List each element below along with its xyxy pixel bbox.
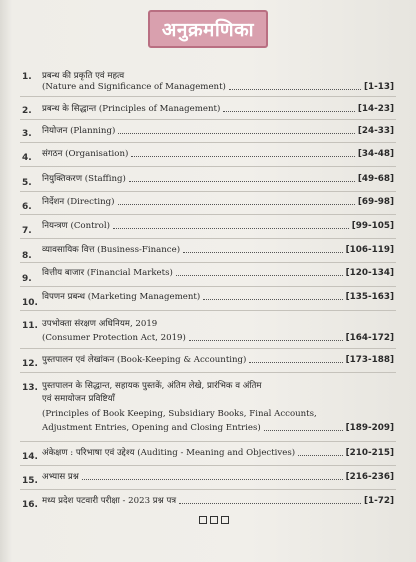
- leader-dots: [189, 340, 343, 341]
- divider: [20, 166, 396, 167]
- leader-dots: [82, 479, 343, 480]
- entry-title-english-1: (Principles of Book Keeping, Subsidiary Books, Final Accounts,: [42, 409, 317, 419]
- entry-number: 14.: [22, 452, 38, 462]
- leader-dots: [249, 362, 342, 363]
- entry-number: 16.: [22, 500, 38, 510]
- entry-page-range: [189-209]: [345, 423, 394, 433]
- entry-title-english-2: Adjustment Entries, Opening and Closing Entries): [42, 423, 261, 433]
- divider: [20, 372, 396, 373]
- leader-dots: [179, 503, 361, 504]
- index-title: अनुक्रमणिका: [148, 10, 268, 48]
- leader-dots: [203, 299, 342, 300]
- square-icon: [221, 516, 229, 524]
- divider: [20, 96, 396, 97]
- divider: [20, 489, 396, 490]
- entry-number: 6.: [22, 202, 32, 212]
- entry-number: 13.: [22, 383, 38, 393]
- entry-title: अभ्यास प्रश्न: [42, 472, 79, 482]
- divider: [20, 214, 396, 215]
- entry-number: 3.: [22, 129, 32, 139]
- leader-dots: [183, 252, 343, 253]
- entry-number: 9.: [22, 274, 32, 284]
- entry-page-range: [14-23]: [357, 104, 394, 114]
- entry-title: मध्य प्रदेश पटवारी परीक्षा - 2023 प्रश्न पत्र: [42, 496, 177, 506]
- leader-dots: [131, 156, 354, 157]
- entry-number: 1.: [22, 72, 32, 82]
- entry-number: 10.: [22, 298, 38, 308]
- entry-page-range: [34-48]: [357, 149, 394, 159]
- entry-title: नियुक्तिकरण (Staffing): [42, 174, 126, 184]
- entry-title-english: (Consumer Protection Act, 2019): [42, 333, 186, 343]
- entry-title: निर्देशन (Directing): [42, 197, 115, 207]
- entry-number: 7.: [22, 226, 32, 236]
- entry-title: पुस्तपालन एवं लेखांकन (Book-Keeping & Accounting): [42, 355, 247, 365]
- divider: [20, 142, 396, 143]
- divider: [20, 465, 396, 466]
- entry-page-range: [210-215]: [345, 448, 394, 458]
- leader-dots: [229, 89, 361, 90]
- square-icon: [210, 516, 218, 524]
- entry-page-range: [49-68]: [357, 174, 394, 184]
- entry-number: 2.: [22, 106, 32, 116]
- entry-page-range: [164-172]: [345, 333, 394, 343]
- entry-page-range: [1-13]: [363, 82, 394, 92]
- entry-page-range: [120-134]: [345, 268, 394, 278]
- entry-number: 11.: [22, 321, 38, 331]
- entry-title: विपणन प्रबन्ध (Marketing Management): [42, 292, 201, 302]
- entry-page-range: [1-72]: [363, 496, 394, 506]
- entry-page-range: [173-188]: [345, 355, 394, 365]
- leader-dots: [118, 204, 355, 205]
- divider: [20, 348, 396, 349]
- entry-page-range: [99-105]: [351, 221, 394, 231]
- entry-number: 15.: [22, 476, 38, 486]
- entry-title: अंकेक्षण : परिभाषा एवं उद्देश्य (Auditing - Meaning and Objectives): [42, 448, 296, 458]
- leader-dots: [129, 181, 355, 182]
- entry-title: व्यावसायिक वित्त (Business-Finance): [42, 245, 181, 255]
- entry-title: संगठन (Organisation): [42, 149, 129, 159]
- entry-title-english: (Nature and Significance of Management): [42, 82, 226, 92]
- entry-page-range: [69-98]: [357, 197, 394, 207]
- entry-page-range: [216-236]: [345, 472, 394, 482]
- entry-number: 4.: [22, 153, 32, 163]
- leader-dots: [264, 430, 343, 431]
- entry-title-hindi-1: पुस्तपालन के सिद्धान्त, सहायक पुस्तकें, अंतिम लेखे, प्रारंभिक व अंतिम: [42, 381, 262, 391]
- leader-dots: [118, 133, 355, 134]
- entry-page-range: [135-163]: [345, 292, 394, 302]
- divider: [20, 262, 396, 263]
- entry-number: 8.: [22, 251, 32, 261]
- leader-dots: [223, 111, 354, 112]
- square-icon: [199, 516, 207, 524]
- entry-title: नियोजन (Planning): [42, 126, 116, 136]
- divider: [20, 286, 396, 287]
- entry-number: 5.: [22, 178, 32, 188]
- entry-title: नियन्त्रण (Control): [42, 221, 110, 231]
- entry-title-hindi-2: एवं समायोजन प्रविष्टियाँ: [42, 394, 115, 404]
- entry-number: 12.: [22, 359, 38, 369]
- leader-dots: [176, 275, 343, 276]
- divider: [20, 191, 396, 192]
- divider: [20, 441, 396, 442]
- divider: [20, 119, 396, 120]
- entry-title-hindi: प्रबन्ध की प्रकृति एवं महत्व: [42, 71, 125, 81]
- end-ornament: [199, 516, 229, 524]
- divider: [20, 238, 396, 239]
- divider: [20, 310, 396, 311]
- leader-dots: [298, 455, 342, 456]
- entry-page-range: [24-33]: [357, 126, 394, 136]
- entry-title-hindi: उपभोक्ता संरक्षण अधिनियम, 2019: [42, 319, 158, 329]
- entry-page-range: [106-119]: [345, 245, 394, 255]
- leader-dots: [113, 228, 349, 229]
- entry-title: प्रबन्ध के सिद्धान्त (Principles of Management): [42, 104, 221, 114]
- entry-title: वित्तीय बाजार (Financial Markets): [42, 268, 173, 278]
